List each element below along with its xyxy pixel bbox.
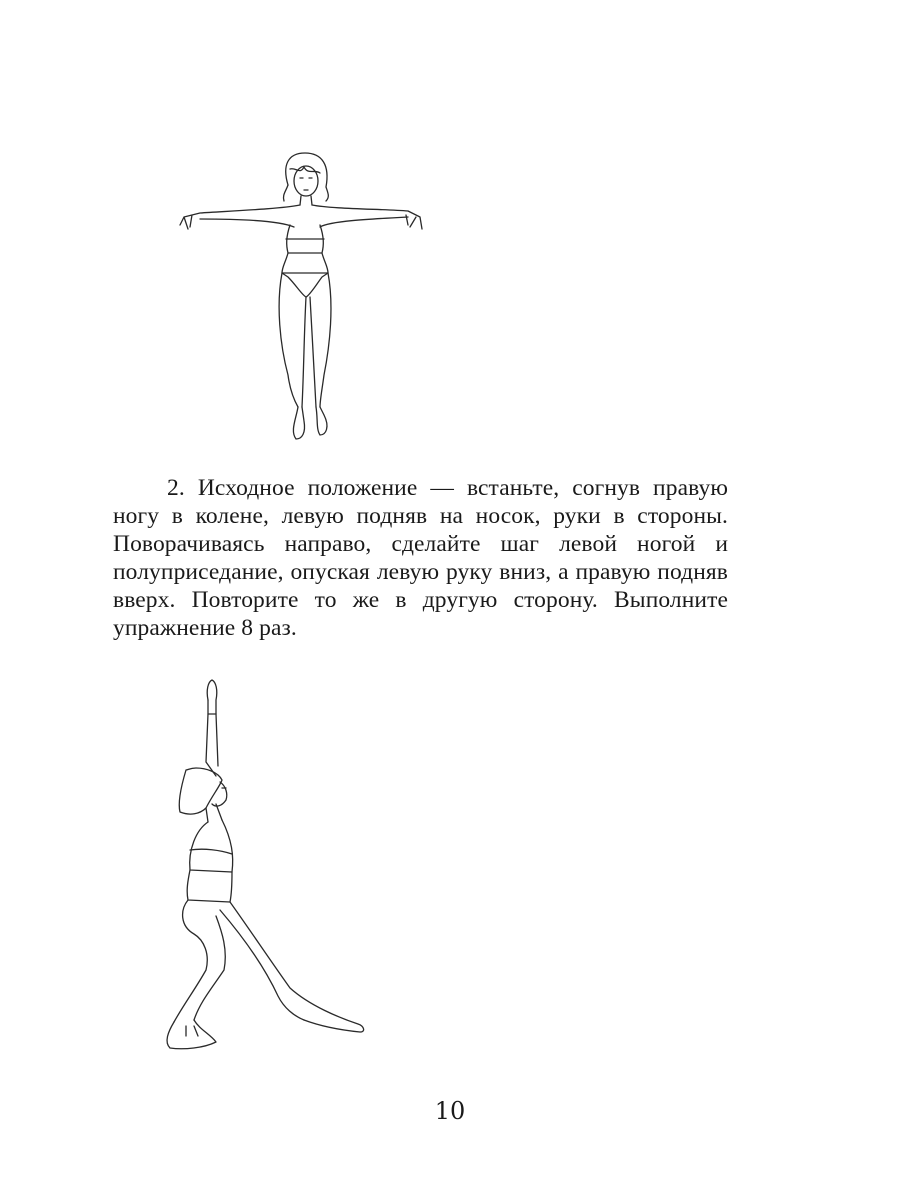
exercise-illustration-lunge [160,670,390,1060]
lunge-figure-icon [160,670,390,1060]
exercise-illustration-arms-out [170,145,440,450]
standing-figure-icon [170,145,440,450]
exercise-description: 2. Исходное положение — встаньте, согнув правую ногу в колене, левую подняв на носок, руки в стороны. Поворачиваясь направо, сделайте шаг левой ногой и полуприседание, опуская левую руку вниз, а правую подняв вверх. Повторите то же в другую сторону. Выполните упражнение 8 раз. [113,475,728,641]
page-number: 10 [434,1097,466,1125]
